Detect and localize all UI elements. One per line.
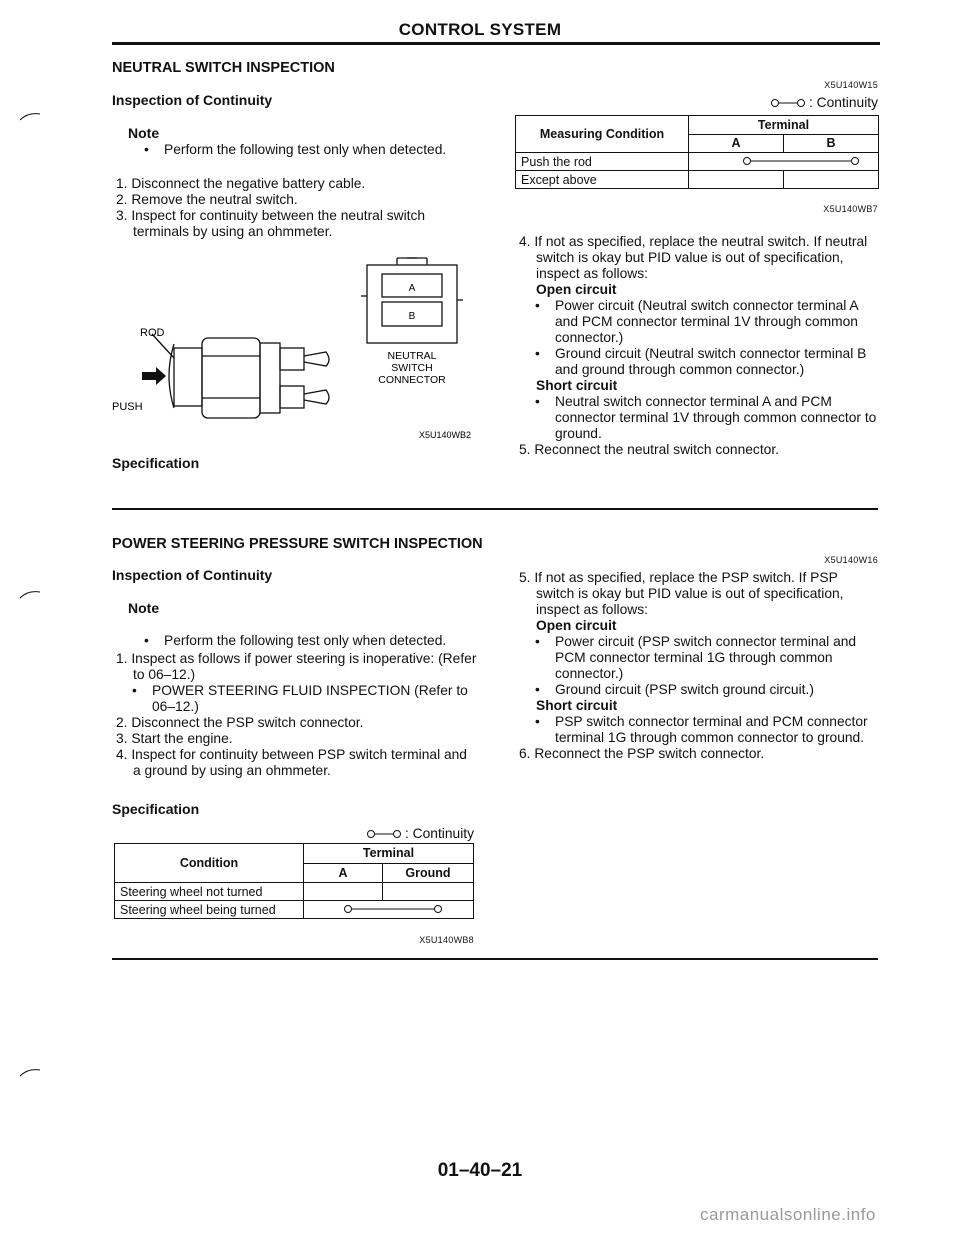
neutral-col-a: A	[689, 134, 784, 153]
header-rule	[112, 42, 880, 45]
neutral-step-4: 4. If not as specified, replace the neutral switch. If neutral switch is okay but PID value is out of specification, inspect as follows:	[519, 234, 868, 281]
psp-col-terminal: Terminal	[304, 844, 474, 864]
neutral-figure-code: X5U140WB2	[418, 430, 471, 440]
neutral-section-title: NEUTRAL SWITCH INSPECTION	[112, 60, 335, 76]
neutral-col-terminal: Terminal	[689, 116, 879, 135]
neutral-ref-code: X5U140W15	[824, 80, 878, 90]
psp-short-item-1: • PSP switch connector terminal and PCM connector terminal 1G through common connector to ground.	[519, 714, 879, 746]
psp-step-5: 5. If not as specified, replace the PSP switch. If PSP switch is okay but PID value is out of specification, inspect as follows:	[519, 570, 844, 617]
neutral-short-item-1: • Neutral switch connector terminal A and PCM connector terminal 1V through common connector to ground.	[519, 394, 879, 442]
psp-table-code: X5U140WB8	[419, 935, 474, 945]
psp-open-circuit-label: Open circuit	[536, 618, 617, 633]
psp-continuity-legend	[300, 826, 474, 842]
neutral-note-bullet: • Perform the following test only when detected.	[128, 142, 514, 158]
section-divider	[112, 508, 878, 510]
neutral-steps	[116, 176, 476, 240]
terminal-b-label: B	[408, 311, 416, 322]
terminal-a-label: A	[408, 283, 416, 294]
section-divider	[112, 958, 878, 960]
psp-row-2-label: Steering wheel being turned	[115, 901, 304, 919]
connector-label-line3: CONNECTOR	[378, 374, 446, 386]
psp-section-title: POWER STEERING PRESSURE SWITCH INSPECTION	[112, 536, 483, 552]
psp-note-label: Note	[128, 600, 160, 616]
neutral-followup	[519, 234, 879, 458]
neutral-col-b: B	[783, 134, 878, 153]
neutral-spec-table	[515, 115, 879, 189]
connector-label-line2: SWITCH	[391, 362, 433, 374]
rod-label: ROD	[140, 327, 165, 339]
neutral-continuity-legend	[700, 95, 878, 111]
psp-spec-table	[114, 843, 474, 919]
push-label: PUSH	[112, 401, 143, 413]
neutral-subtitle: Inspection of Continuity	[112, 92, 273, 108]
psp-row-1-label: Steering wheel not turned	[115, 883, 304, 901]
psp-col-ground: Ground	[383, 863, 474, 883]
neutral-step-2: 2. Remove the neutral switch.	[116, 192, 298, 207]
psp-col-condition: Condition	[115, 844, 304, 883]
neutral-connector-diagram	[361, 258, 463, 343]
psp-step-2: 2. Disconnect the PSP switch connector.	[116, 715, 364, 730]
psp-step-1-bullet: • POWER STEERING FLUID INSPECTION (Refer to 06–12.)	[116, 683, 478, 715]
table-row	[516, 153, 879, 171]
connector-label-line1: NEUTRAL	[387, 350, 437, 362]
psp-open-item-1: • Power circuit (PSP switch connector terminal and PCM connector terminal 1G through common connector.)	[519, 634, 879, 682]
psp-note-bullet: • Perform the following test only when detected.	[128, 633, 514, 649]
psp-row-2-continuity	[304, 901, 474, 919]
psp-step-3: 3. Start the engine.	[116, 731, 233, 746]
psp-legend-text: : Continuity	[404, 826, 474, 841]
neutral-open-item-2: • Ground circuit (Neutral switch connector terminal B and ground through common connector.)	[519, 346, 879, 378]
neutral-table-code: X5U140WB7	[823, 204, 878, 214]
neutral-step-5: 5. Reconnect the neutral switch connector.	[519, 442, 779, 457]
psp-followup	[519, 570, 879, 762]
continuity-symbol-icon	[367, 829, 401, 839]
neutral-short-circuit-label: Short circuit	[536, 378, 618, 393]
psp-steps	[116, 651, 478, 779]
neutral-spec-label: Specification	[112, 455, 200, 471]
psp-short-circuit-label: Short circuit	[536, 698, 618, 713]
neutral-switch-figure	[112, 248, 477, 473]
neutral-open-circuit-label: Open circuit	[536, 282, 617, 297]
psp-step-6: 6. Reconnect the PSP switch connector.	[519, 746, 765, 761]
psp-spec-label: Specification	[112, 801, 200, 817]
continuity-symbol-icon	[314, 904, 464, 914]
push-arrow-icon	[142, 367, 166, 385]
watermark: carmanualsonline.info	[700, 1205, 876, 1224]
continuity-symbol-icon	[771, 98, 805, 108]
psp-col-a: A	[304, 863, 383, 883]
continuity-symbol-icon	[709, 156, 859, 166]
margin-mark-icon	[18, 1066, 42, 1080]
page-header-title: CONTROL SYSTEM	[398, 20, 562, 39]
neutral-row-1-label: Push the rod	[516, 153, 689, 171]
psp-ref-code: X5U140W16	[824, 555, 878, 565]
neutral-step-3: 3. Inspect for continuity between the neutral switch terminals by using an ohmmeter.	[116, 208, 426, 239]
neutral-row-1-continuity	[689, 153, 879, 171]
psp-step-4: 4. Inspect for continuity between PSP switch terminal and a ground by using an ohmmeter.	[116, 747, 467, 778]
psp-open-item-2: • Ground circuit (PSP switch ground circuit.)	[519, 682, 879, 698]
page-number: 01–40–21	[437, 1160, 523, 1181]
table-row	[516, 171, 879, 189]
psp-step-1: 1. Inspect as follows if power steering is inoperative: (Refer to 06–12.)	[116, 651, 477, 682]
margin-mark-icon	[18, 110, 42, 124]
neutral-note-label: Note	[128, 125, 160, 141]
table-row	[115, 901, 474, 919]
neutral-row-2-label: Except above	[516, 171, 689, 189]
margin-mark-icon	[18, 588, 42, 602]
neutral-legend-text: : Continuity	[808, 95, 878, 110]
neutral-switch-body	[152, 334, 329, 418]
neutral-open-item-1: • Power circuit (Neutral switch connector terminal A and PCM connector terminal 1V through common connector.)	[519, 298, 879, 346]
table-row	[115, 883, 474, 901]
psp-subtitle: Inspection of Continuity	[112, 567, 273, 583]
neutral-col-condition: Measuring Condition	[516, 116, 689, 153]
neutral-step-1: 1. Disconnect the negative battery cable.	[116, 176, 366, 191]
